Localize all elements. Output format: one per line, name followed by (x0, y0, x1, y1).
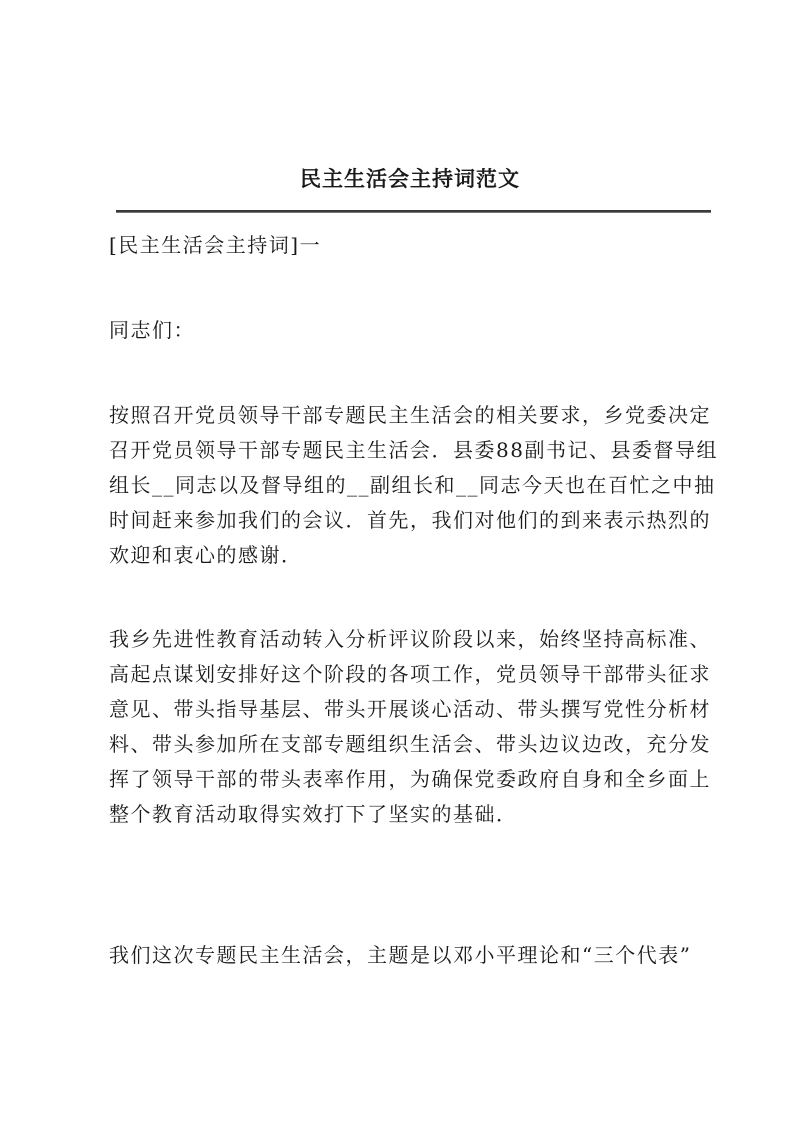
paragraph: 我乡先进性教育活动转入分析评议阶段以来，始终坚持高标准、高起点谋划安排好这个阶段的各项工作，党员领导干部带头征求意见、带头指导基层、带头开展谈心活动、带头撰写党性分析材料、带头参加所在支部专题组织生活会、带头边议边改，充分发挥了领导干部的带头表率作用，为确保党委政府自身和全乡面上整个教育活动取得实效打下了坚实的基础． (109, 627, 711, 826)
paragraph: 我们这次专题民主生活会，主题是以邓小平理论和“三个代表” (109, 943, 692, 967)
section-subtitle: [民主生活会主持词]一 (109, 233, 322, 257)
paragraph: 按照召开党员领导干部专题民主生活会的相关要求，乡党委决定召开党员领导干部专题民主生活会．县委88副书记、县委督导组组长__同志以及督导组的__副组长和__同志今天也在百忙之中抽时间赶来参加我们的会议．首先，我们对他们的到来表示热烈的欢迎和衷心的感谢． (109, 403, 718, 567)
greeting: 同志们： (109, 318, 195, 342)
title-divider (116, 210, 711, 212)
document-title: 民主生活会主持词范文 (300, 166, 520, 191)
